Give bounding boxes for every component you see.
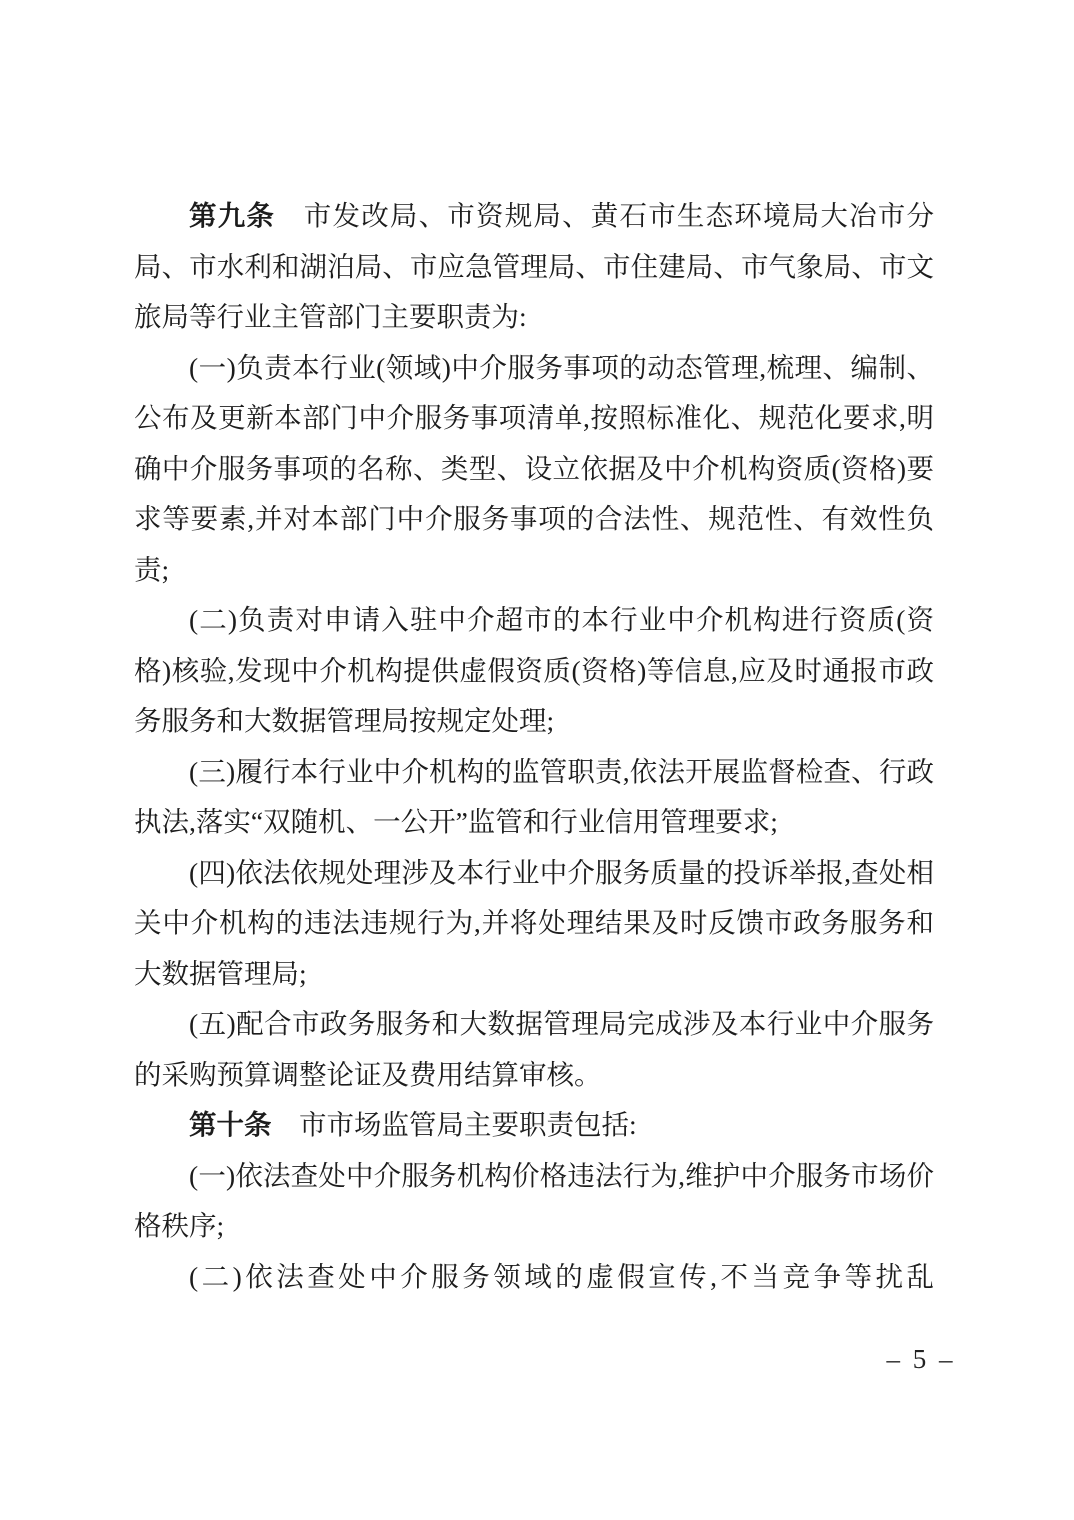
paragraph-article-9 [134,191,934,343]
paragraph-item-3 [134,747,934,848]
page-number: – 5 – [886,1344,956,1374]
paragraph-text: 市发改局、市资规局、黄石市生态环境局大冶市分局、市水利和湖泊局、市应急管理局、市住建局、市气象局、市文旅局等行业主管部门主要职责为: [134,200,935,332]
paragraph-text: (二)依法查处中介服务领域的虚假宣传,不当竞争等扰乱 [189,1260,934,1292]
document-body [134,191,934,1302]
paragraph-item-7 [134,1252,934,1303]
paragraph-text: (三)履行本行业中介机构的监管职责,依法开展监督检查、行政执法,落实“双随机、一公开”监管和行业信用管理要求; [134,755,934,837]
article-9-number: 第九条 [189,200,276,231]
paragraph-article-10 [134,1100,934,1151]
paragraph-text: (一)负责本行业(领域)中介服务事项的动态管理,梳理、编制、公布及更新本部门中介服务事项清单,按照标准化、规范化要求,明确中介服务事项的名称、类型、设立依据及中介机构资质(资格)要求等要素,并对本部门中介服务事项的合法性、规范性、有效性负责; [134,351,934,585]
paragraph-text: (二)负责对申请入驻中介超市的本行业中介机构进行资质(资格)核验,发现中介机构提供虚假资质(资格)等信息,应及时通报市政务服务和大数据管理局按规定处理; [134,604,934,736]
paragraph-item-2 [134,595,934,747]
paragraph-text: 市市场监管局主要职责包括: [271,1109,637,1140]
paragraph-item-6 [134,1151,934,1252]
paragraph-item-5 [134,999,934,1100]
paragraph-text: (四)依法依规处理涉及本行业中介服务质量的投诉举报,查处相关中介机构的违法违规行为,并将处理结果及时反馈市政务服务和大数据管理局; [134,856,934,989]
paragraph-text: (一)依法查处中介服务机构价格违法行为,维护中介服务市场价格秩序; [134,1159,934,1241]
article-10-number: 第十条 [189,1109,272,1140]
paragraph-item-1 [134,343,934,596]
paragraph-item-4 [134,848,934,1000]
paragraph-text: (五)配合市政务服务和大数据管理局完成涉及本行业中介服务的采购预算调整论证及费用结算审核。 [134,1008,934,1090]
